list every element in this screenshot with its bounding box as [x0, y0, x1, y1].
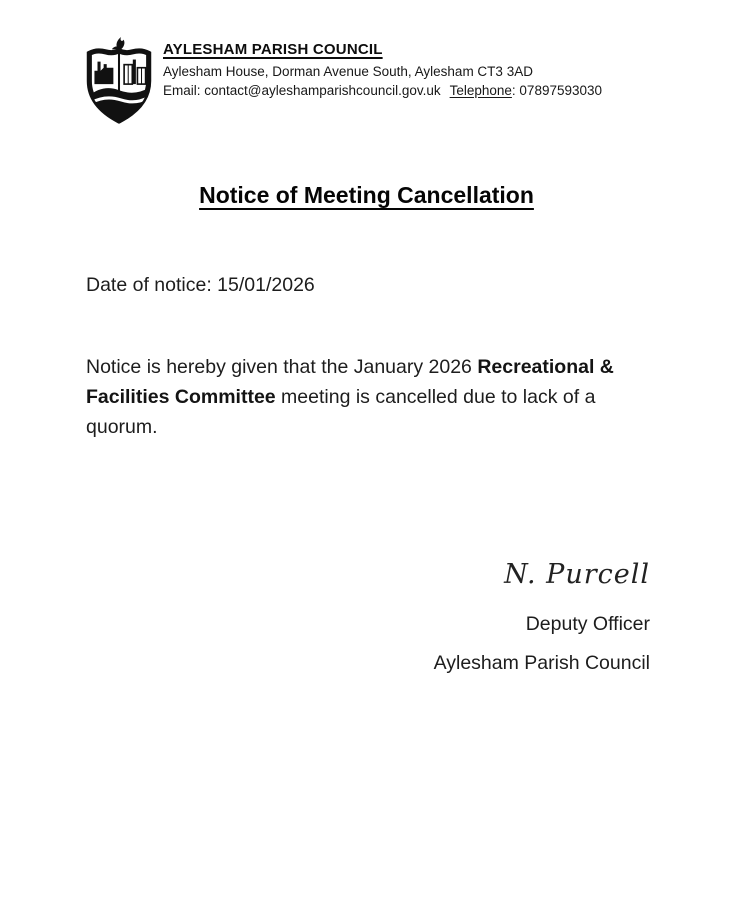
letterhead-text — [163, 36, 602, 100]
signatory-organisation: Aylesham Parish Council — [433, 652, 650, 674]
council-name: AYLESHAM PARISH COUNCIL — [163, 41, 383, 58]
document-title: Notice of Meeting Cancellation — [199, 182, 534, 208]
notice-body-paragraph — [86, 352, 658, 442]
email-address: contact@ayleshamparishcouncil.gov.uk — [204, 83, 441, 98]
letterhead — [84, 36, 602, 124]
council-crest-logo-icon — [84, 36, 154, 124]
committee-name-bold: Recreational & Facilities Committee — [86, 356, 614, 408]
body-text-prefix: Notice is hereby given that the January 2026 — [86, 356, 478, 378]
notice-date-line: Date of notice: 15/01/2026 — [86, 274, 315, 296]
telephone-label: Telephone — [449, 83, 512, 98]
body-text-suffix: meeting is cancelled due to lack of a quorum. — [86, 386, 596, 438]
council-address: Aylesham House, Dorman Avenue South, Aylesham CT3 3AD — [163, 64, 533, 79]
email-label: Email: — [163, 83, 201, 98]
signatory-title: Deputy Officer — [525, 613, 650, 635]
telephone-number: : 07897593030 — [511, 83, 603, 98]
council-contact-line — [163, 81, 602, 100]
signature-block — [434, 556, 650, 676]
signature-handwritten: N. Purcell — [504, 559, 650, 590]
